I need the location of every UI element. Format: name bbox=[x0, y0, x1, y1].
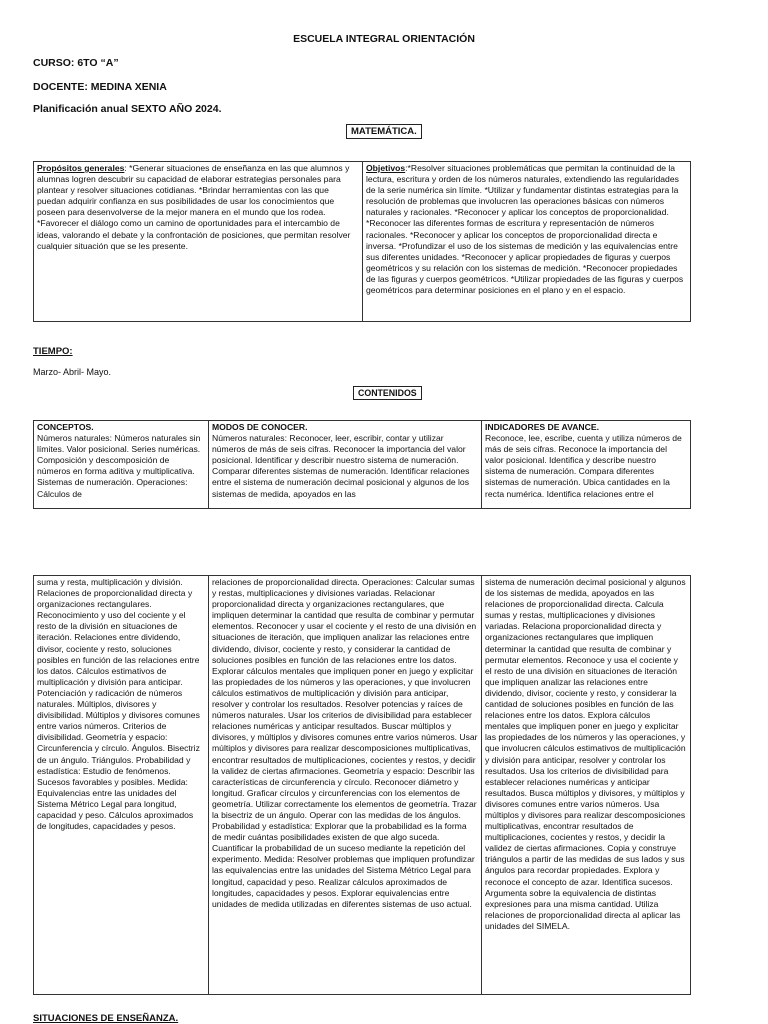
modes-cell-bottom: relaciones de proporcionalidad directa. Operaciones: Calcular sumas y restas, multiplicaciones y divisiones variadas. Relacionar proporcionalidad directa y organizaciones rectangulares, que impliquen determinar la cantidad que resulta de combinar y permutar elementos. Reconocer y usar el cociente y el resto de una división en situaciones de iteración, que impliquen analizar las relaciones entre dividendo, divisor, cociente y resto, y considerar la cantidad de soluciones posibles en función de las relaciones entre los datos. Explorar cálculos mentales que impliquen poner en juego y explicitar las propiedades de los números y las operaciones, y que involucren cálculos estimativos de multiplicación y división para anticipar, resolver y controlar los resultados. Resolver potencias y raíces de números naturales. Usar los criterios de divisibilidad para establecer relaciones numéricas y anticipar resultados. Buscar múltiplos y divisores, y múltiplos y divisores comunes entre varios números. Usar múltiplos y divisores para realizar descomposiciones multiplicativas, encontrar resultados de multiplicaciones, cocientes y restos, y decidir la validez de ciertas afirmaciones. Geometría y espacio: Describir las características de circunferencia y círculo. Reconocer diámetro y longitud. Graficar círculos y circunferencias con los elementos de geometría. Utilizar correctamente los elementos de geometría. Trazar la bisectriz de un ángulo. Operar con las medidas de los ángulos. Probabilidad y estadística: Explorar que la probabilidad es la forma de medir cuántas posibilidades existen de que algo suceda. Cuantificar la probabilidad de un suceso mediante la repetición del experimento. Medida: Resolver problemas que impliquen profundizar las equivalencias entre las unidades del Sistema Métrico Legal para longitud, capacidad y peso. Realizar cálculos aproximados de longitudes, capacidades y pesos. Explorar equivalencias entre unidades de medida utilizadas en diferentes sistemas de uso actual. bbox=[209, 576, 482, 995]
indicators-cell-top bbox=[482, 421, 691, 509]
col-header-indicadores: INDICADORES DE AVANCE. bbox=[485, 422, 599, 432]
tiempo-value: Marzo- Abril- Mayo. bbox=[33, 367, 112, 377]
modes-cell-top bbox=[209, 421, 482, 509]
col-header-conceptos: CONCEPTOS. bbox=[37, 422, 94, 432]
objetivos-text: :*Resolver situaciones problemáticas que permitan la continuidad de la lectura, escritura y orden de los números naturales, extendiendo las regularidades de la serie numérica sin límite. *Utilizar y fundamentar distintas estrategias para la resolución de problemas que involucren las operaciones básicas con números naturales y racionales. *Reconocer y aplicar los conceptos de proporcionalidad. *Reconocer las diferentes formas de escritura y representación de números racionales. *Reconocer y aplicar los conceptos de proporcionalidad directa e inversa. *Profundizar el uso de los sistemas de medición y las equivalencias entre sus diferentes unidades. *Reconocer y aplicar propiedades de figuras y cuerpos geométricos y su relación con los sistemas de medición. *Reconocer propiedades de las figuras y cuerpos geométricos. *Utilizar propiedades de las figuras y cuerpos geométricos para determinar posiciones en el plano y en el espacio. bbox=[366, 163, 684, 296]
concepts-text-top: Números naturales: Números naturales sin límites. Valor posicional. Series numéricas. Composición y descomposición de números en forma aditiva y multiplicativa. Sistemas de numeración. Operaciones: Cálculos de bbox=[37, 433, 201, 499]
objetivos-label: Objetivos bbox=[366, 163, 406, 173]
subject-label: MATEMÁTICA. bbox=[346, 124, 422, 139]
contenidos-label: CONTENIDOS bbox=[353, 386, 422, 400]
teacher-heading: DOCENTE: MEDINA XENIA bbox=[33, 81, 167, 93]
indicators-cell-bottom: sistema de numeración decimal posicional y algunos de los sistemas de medida, apoyados en las relaciones de proporcionalidad directa. Calcula sumas y restas, multiplicaciones y divisiones variadas. Relaciona proporcionalidad directa y organizaciones rectangulares que impliquen determinar la cantidad que resulta de combinar y permutar elementos. Reconoce y usa el cociente y el resto de una división en situaciones de iteración que impliquen analizar las relaciones entre dividendo, divisor, cociente y resto, y considerar la cantidad de soluciones posibles en función de las relaciones entre los datos. Explora cálculos mentales que impliquen poner en juego y explicitar las propiedades de los números y las operaciones, y que involucren cálculos estimativos de multiplicación y división para anticipar, resolver y controlar los resultados. Usa los criterios de divisibilidad para establecer relaciones numéricas y anticipar resultados. Busca múltiplos y divisores, y múltiplos y divisores comunes entre varios números. Usa múltiplos y divisores para realizar descomposiciones multiplicativas, encontrar resultados de multiplicaciones, cocientes y restos, y decidir la validez de ciertas afirmaciones. Copia y construye triángulos a partir de las medidas de sus lados y sus ángulos para recordar propiedades. Explora y reconoce el concepto de azar. Identifica sucesos. Argumenta sobre la equivalencia de distintas expresiones para una misma cantidad. Utiliza relaciones de proporcionalidad directa al aplicar las unidades del SIMELA. bbox=[482, 576, 691, 995]
situaciones-heading: SITUACIONES DE ENSEÑANZA. bbox=[33, 1013, 179, 1024]
propositos-cell bbox=[34, 162, 363, 322]
modes-text-top: Números naturales: Reconocer, leer, escribir, contar y utilizar números de más de seis cifras. Reconocer la importancia del valor posicional. Identificar y describir nuestro sistema de numeración. Comparar diferentes sistemas de numeración. Identificar relaciones entre el sistema de numeración decimal posicional y algunos de los sistemas de medida, apoyados en las bbox=[212, 433, 470, 499]
indicators-text-top: Reconoce, lee, escribe, cuenta y utiliza números de más de seis cifras. Reconoce la importancia del valor posicional. Identifica y describe nuestro sistema de numeración. Compara diferentes sistemas de numeración. Ubica cantidades en la recta numérica. Identifica relaciones entre el bbox=[485, 433, 682, 499]
concepts-cell-bottom: suma y resta, multiplicación y división. Relaciones de proporcionalidad directa y organizaciones rectangulares. Reconocimiento y uso del cociente y el resto de la división en situaciones de iteración. Relaciones entre dividendo, divisor, cociente y resto, soluciones posibles en función de las relaciones entre los datos. Cálculos estimativos de multiplicación y división para anticipar. Potenciación y radicación de números naturales. Múltiplos, divisores y divisibilidad. Múltiplos y divisores comunes entre varios números. Criterios de divisibilidad. Geometría y espacio: Circunferencia y círculo. Ángulos. Bisectriz de un ángulo. Triángulos. Probabilidad y estadística: Estudio de fenómenos. Sucesos favorables y posibles. Medida: Equivalencias entre las unidades del Sistema Métrico Legal para longitud, capacidad y peso. Cálculos aproximados de longitudes, capacidades y pesos. bbox=[34, 576, 209, 995]
contents-table-bottom bbox=[33, 575, 691, 995]
propositos-text: : *Generar situaciones de enseñanza en las que alumnos y alumnas logren descubrir su capacidad de elaborar estrategias personales para plantear y resolver situaciones cotidianas. *Brindar herramientas con las que puedan adquirir confianza en sus posibilidades de usar los conocimientos que poseen para desenvolverse de la mejor manera en el mundo que los rodea. *Favorecer el diálogo como un camino de oportunidades para el intercambio de ideas, valorando el debate y la confrontación de posiciones, que permitan resolver cualquier situación que se les presente. bbox=[37, 163, 351, 251]
contents-table-top bbox=[33, 420, 691, 509]
tiempo-label: TIEMPO: bbox=[33, 346, 73, 357]
objetivos-cell bbox=[363, 162, 691, 322]
concepts-cell-top bbox=[34, 421, 209, 509]
goals-table bbox=[33, 161, 691, 322]
plan-heading: Planificación anual SEXTO AÑO 2024. bbox=[33, 103, 222, 115]
propositos-label: Propósitos generales bbox=[37, 163, 125, 173]
course-heading: CURSO: 6TO “A” bbox=[33, 57, 119, 69]
col-header-modos: MODOS DE CONOCER. bbox=[212, 422, 308, 432]
school-title: ESCUELA INTEGRAL ORIENTACIÓN bbox=[293, 33, 475, 45]
